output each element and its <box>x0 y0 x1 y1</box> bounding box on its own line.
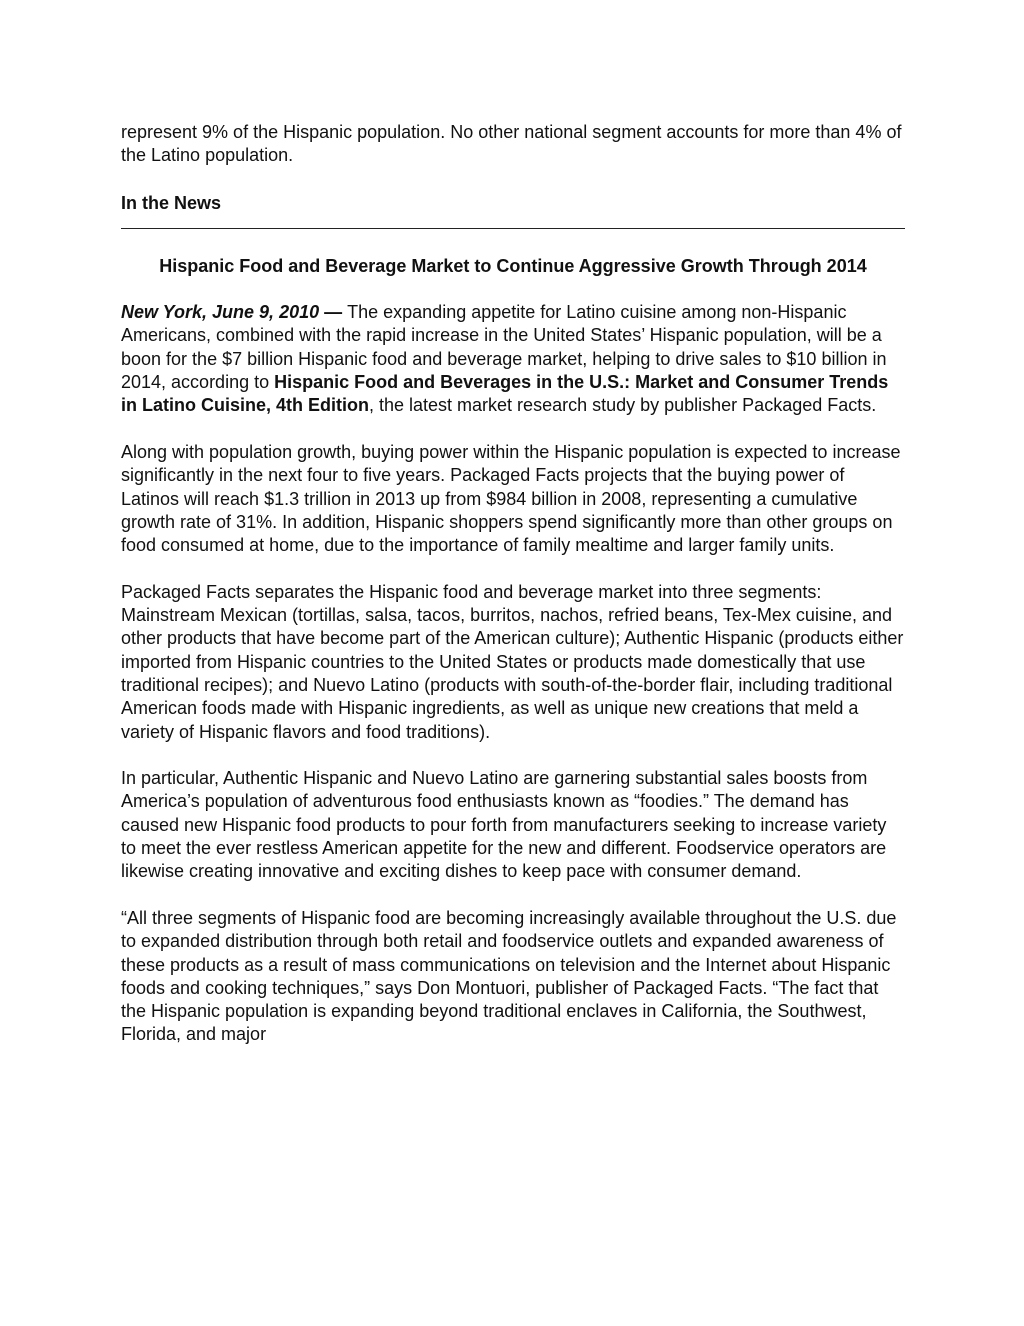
dateline-dash: — <box>319 302 348 323</box>
intro-paragraph: represent 9% of the Hispanic population. No other national segment accounts for more than 4% of the Latino population. <box>121 122 902 166</box>
paragraph-2: Along with population growth, buying power within the Hispanic population is expected to increase significantly in the next four to five years. Packaged Facts projects that the buying power of Latinos will reach $1.3 trillion in 2013 up from $984 billion in 2008, representing a cumulative growth rate of 31%. In addition, Hispanic shoppers spend significantly more than other groups on food consumed at home, due to the importance of family mealtime and larger family units. <box>121 441 901 556</box>
paragraph-1-text-after: , the latest market research study by publisher Packaged Facts. <box>369 395 877 416</box>
dateline: New York, June 9, 2010 <box>121 302 320 323</box>
report-title: Hispanic Food and Beverages in the U.S.: Market and Consumer Trends in Latino Cuisine, 4th Edition <box>121 372 889 416</box>
document-page <box>121 121 905 1070</box>
paragraph-1-text-before: The expanding appetite for Latino cuisine among non-Hispanic Americans, combined with the rapid increase in the United States’ Hispanic population, will be a boon for the $7 billion Hispanic food and beverage market, helping to drive sales to $10 billion in 2014, according to <box>121 302 887 393</box>
section-heading: In the News <box>121 192 905 229</box>
paragraph-5: “All three segments of Hispanic food are becoming increasingly available throughout the U.S. due to expanded distribution through both retail and foodservice outlets and expanded awareness of these products as a result of mass communications on television and the Internet about Hispanic foods and cooking techniques,” says Don Montuori, publisher of Packaged Facts. “The fact that the Hispanic population is expanding beyond traditional enclaves in California, the Southwest, Florida, and major <box>121 907 897 1045</box>
news-headline: Hispanic Food and Beverage Market to Continue Aggressive Growth Through 2014 <box>159 255 867 276</box>
paragraph-1 <box>121 301 905 417</box>
paragraph-4: In particular, Authentic Hispanic and Nuevo Latino are garnering substantial sales boosts from America’s population of adventurous food enthusiasts known as “foodies.” The demand has caused new Hispanic food products to pour forth from manufacturers seeking to increase variety to meet the ever restless American appetite for the new and different. Foodservice operators are likewise creating innovative and exciting dishes to keep pace with consumer demand. <box>121 768 887 882</box>
paragraph-3: Packaged Facts separates the Hispanic food and beverage market into three segments: Mainstream Mexican (tortillas, salsa, tacos, burritos, nachos, refried beans, Tex-Mex cuisine, and other products that have become part of the American culture); Authentic Hispanic (products either imported from Hispanic countries to the United States or products made domestically that use traditional recipes); and Nuevo Latino (products with south-of-the-border flair, including traditional American foods made with Hispanic ingredients, as well as unique new creations that meld a variety of Hispanic flavors and food traditions). <box>121 581 904 742</box>
